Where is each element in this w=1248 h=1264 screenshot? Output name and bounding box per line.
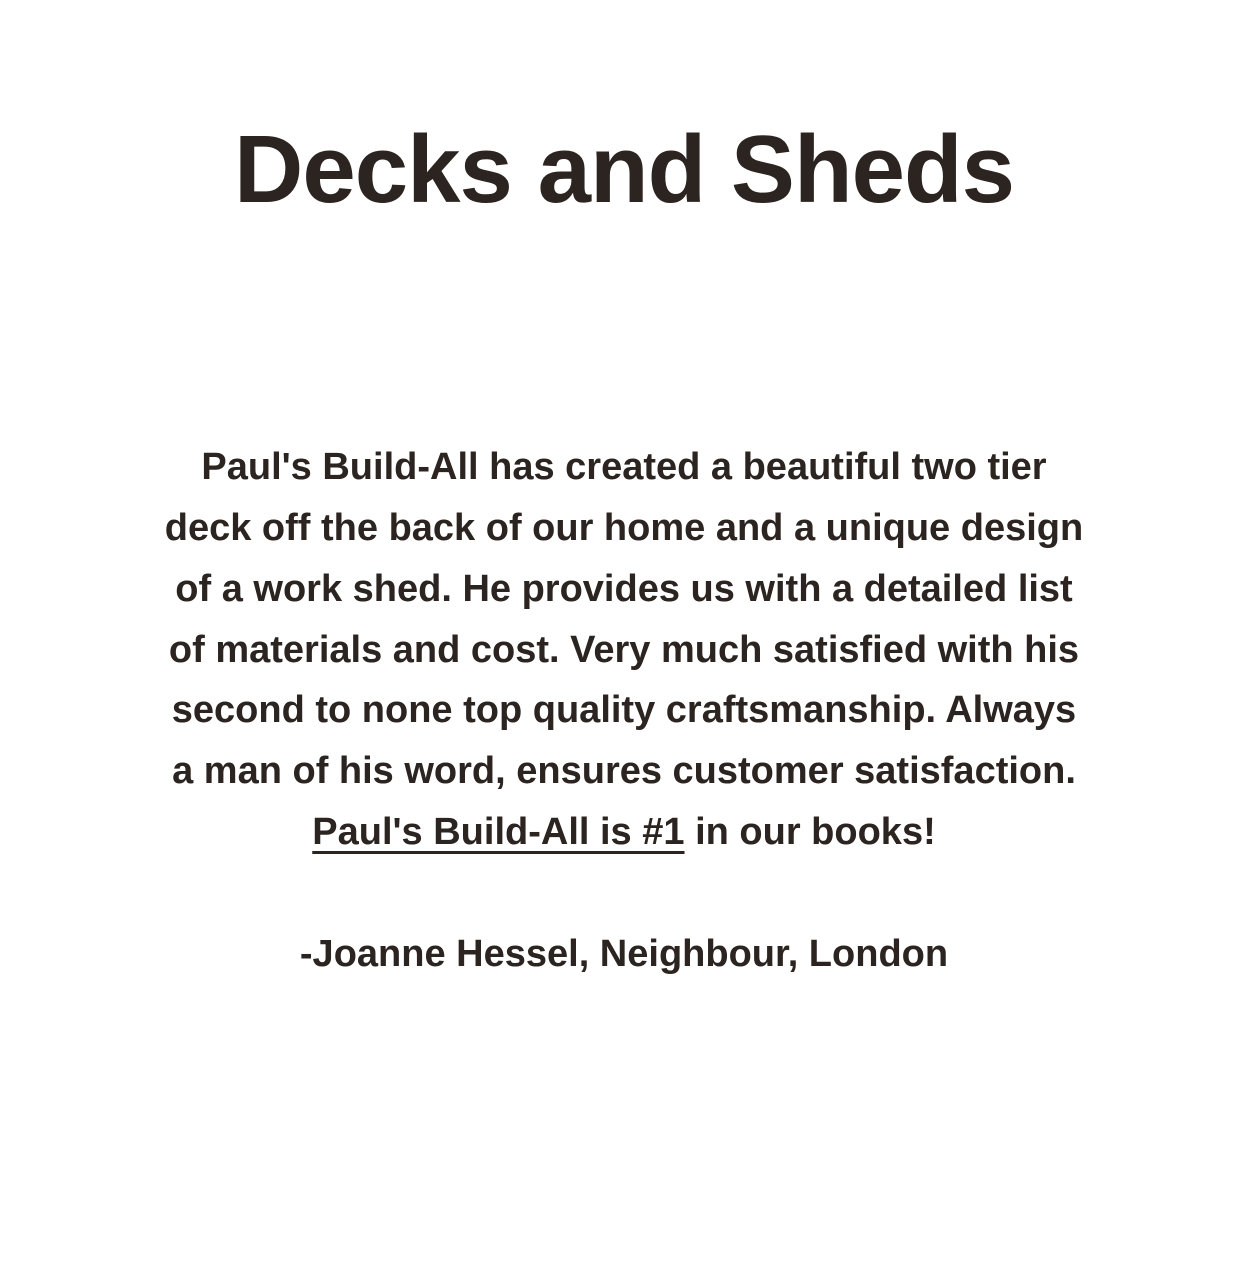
testimonial-underlined-emphasis: Paul's Build-All is #1 <box>312 810 685 853</box>
page-title: Decks and Sheds <box>234 116 1014 223</box>
testimonial-paragraph <box>164 437 1084 863</box>
testimonial-text-before: Paul's Build-All has created a beautiful two tier deck off the back of our home and a unique design of a work shed. He provides us with a detailed list of materials and cost. Very much satisfied with his second to none top quality craftsmanship. Always a man of his word, ensures customer satisfaction. <box>164 446 1084 793</box>
testimonial-attribution: -Joanne Hessel, Neighbour, London <box>299 932 949 975</box>
testimonial-text-after: in our books! <box>684 810 936 853</box>
